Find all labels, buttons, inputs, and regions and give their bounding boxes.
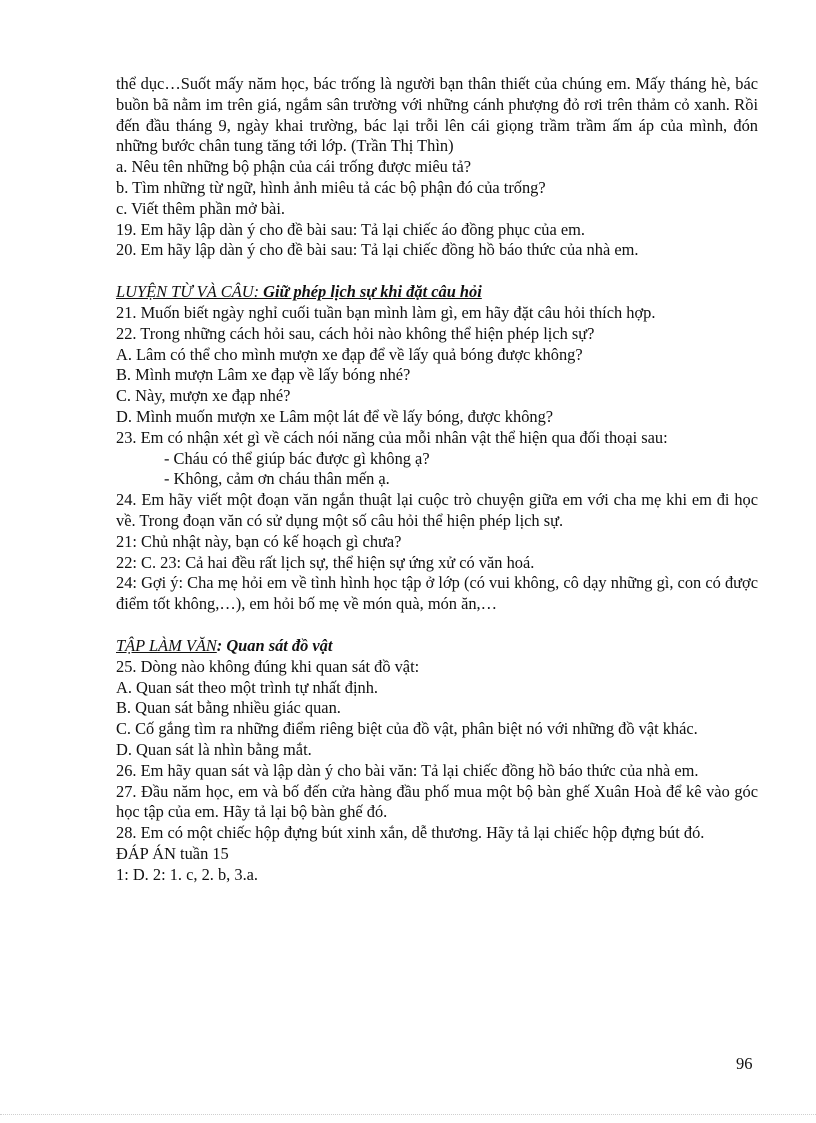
question-21: 21. Muốn biết ngày nghỉ cuối tuần bạn mình làm gì, em hãy đặt câu hỏi thích hợp.: [116, 302, 656, 322]
question-c: c. Viết thêm phần mở bài.: [116, 198, 285, 218]
section-label: TẬP LÀM VĂN: [116, 635, 217, 655]
section-title: : Quan sát đồ vật: [216, 635, 333, 655]
answer-21: 21: Chủ nhật này, bạn có kế hoạch gì chưa?: [116, 531, 402, 551]
document-page: [116, 74, 758, 885]
answer-22-23: 22: C. 23: Cả hai đều rất lịch sự, thể hiện sự ứng xử có văn hoá.: [116, 552, 535, 572]
question-20: 20. Em hãy lập dàn ý cho đề bài sau: Tả lại chiếc đồng hồ báo thức của nhà em.: [116, 240, 639, 260]
question-23: 23. Em có nhận xét gì về cách nói năng của mỗi nhân vật thể hiện qua đối thoại sau:: [116, 427, 668, 447]
question-b: b. Tìm những từ ngữ, hình ảnh miêu tả các bộ phận đó của trống?: [116, 177, 546, 197]
intro-paragraph: thể dục…Suốt mấy năm học, bác trống là người bạn thân thiết của chúng em. Mấy tháng hè, bác buồn bã nằm im trên giá, ngắm sân trường với những cánh phượng đỏ rơi trên thảm cỏ xanh. Rồi đến đầu tháng 9, ngày khai trường, bác lại trỗi lên cái giọng trầm trầm ấm áp của mình, đón những bước chân tung tăng tới lớp. (Trần Thị Thìn): [116, 74, 758, 156]
answer-key-title: ĐÁP ÁN tuần 15: [116, 843, 229, 863]
question-22: 22. Trong những cách hỏi sau, cách hỏi nào không thể hiện phép lịch sự?: [116, 323, 595, 343]
question-19: 19. Em hãy lập dàn ý cho đề bài sau: Tả lại chiếc áo đồng phục của em.: [116, 219, 585, 239]
option-d: D. Quan sát là nhìn bằng mắt.: [116, 739, 312, 759]
option-a: A. Quan sát theo một trình tự nhất định.: [116, 677, 378, 697]
dialogue-line: - Cháu có thể giúp bác được gì không ạ?: [164, 448, 430, 468]
option-b: B. Quan sát bằng nhiều giác quan.: [116, 698, 341, 718]
question-26: 26. Em hãy quan sát và lập dàn ý cho bài văn: Tả lại chiếc đồng hồ báo thức của nhà em.: [116, 760, 699, 780]
dialogue-line: - Không, cảm ơn cháu thân mến ạ.: [164, 469, 390, 489]
question-a: a. Nêu tên những bộ phận của cái trống được miêu tả?: [116, 157, 472, 177]
question-24: 24. Em hãy viết một đoạn văn ngắn thuật lại cuộc trò chuyện giữa em với cha mẹ khi em đi học về. Trong đoạn văn có sử dụng một số câu hỏi thể hiện phép lịch sự.: [116, 490, 758, 530]
question-25: 25. Dòng nào không đúng khi quan sát đồ vật:: [116, 656, 420, 676]
option-c: C. Này, mượn xe đạp nhé?: [116, 386, 291, 406]
answer-24: 24: Gợi ý: Cha mẹ hỏi em về tình hình học tập ở lớp (có vui không, cô dạy những gì, con có được điểm tốt không,…), em hỏi bố mẹ về món quà, món ăn,…: [116, 573, 758, 614]
option-b: B. Mình mượn Lâm xe đạp về lấy bóng nhé?: [116, 365, 411, 385]
section-title: Giữ phép lịch sự khi đặt câu hỏi: [259, 282, 482, 302]
option-d: D. Mình muốn mượn xe Lâm một lát để về lấy bóng, được không?: [116, 406, 554, 426]
question-28: 28. Em có một chiếc hộp đựng bút xinh xắn, dễ thương. Hãy tả lại chiếc hộp đựng bút đó.: [116, 823, 705, 843]
section-heading-tap-lam-van: [116, 636, 758, 657]
option-c: C. Cố gắng tìm ra những điểm riêng biệt của đồ vật, phân biệt nó với những đồ vật khác.: [116, 719, 698, 739]
page-number: 96: [736, 1054, 753, 1073]
answer-key-line: 1: D. 2: 1. c, 2. b, 3.a.: [116, 864, 259, 884]
question-27: 27. Đầu năm học, em và bố đến cửa hàng đầu phố mua một bộ bàn ghế Xuân Hoà để kê vào góc học tập của em. Hãy tả lại bộ bàn ghế đó.: [116, 781, 758, 822]
footer-divider: [0, 1114, 816, 1115]
option-a: A. Lâm có thể cho mình mượn xe đạp để về lấy quả bóng được không?: [116, 344, 583, 364]
section-heading-luyen-tu-va-cau: [116, 282, 758, 303]
section-label: LUYỆN TỪ VÀ CÂU:: [116, 282, 260, 302]
